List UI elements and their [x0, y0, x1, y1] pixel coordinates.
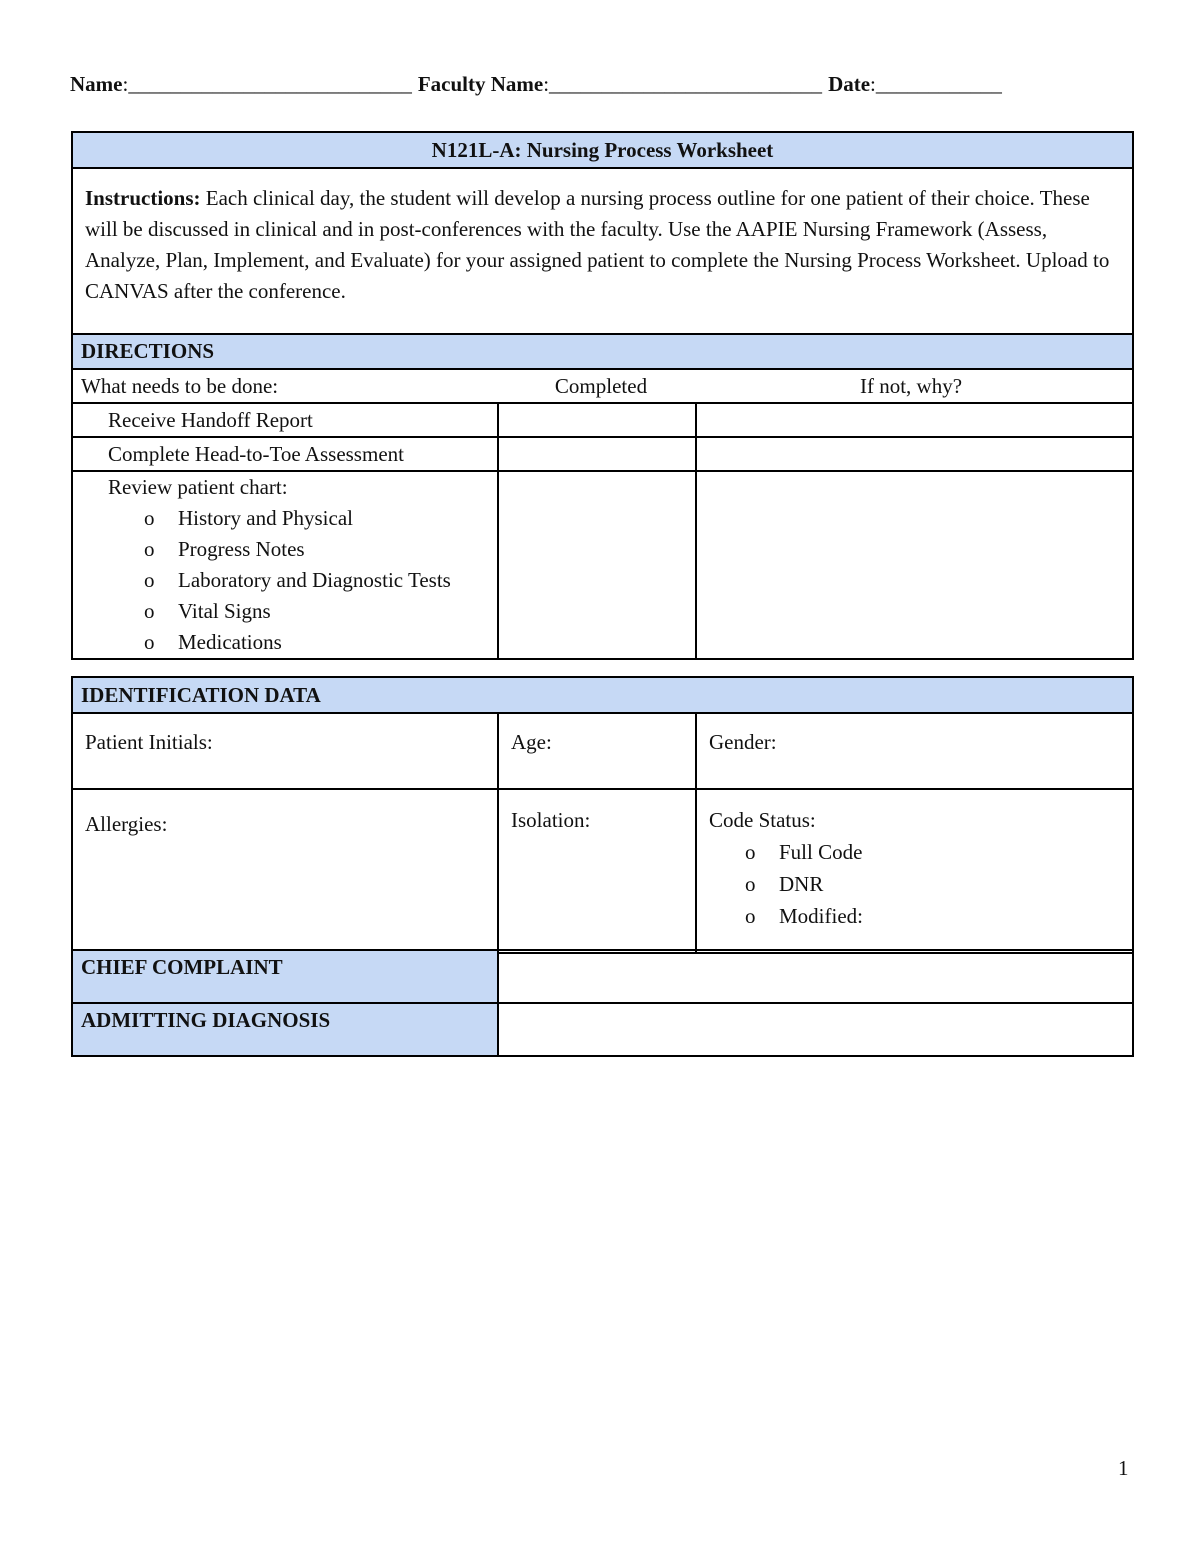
list-item: o History and Physical: [108, 503, 497, 534]
age-field[interactable]: [498, 713, 696, 789]
bullet-icon: o: [745, 872, 756, 896]
gender-field[interactable]: [696, 713, 1133, 789]
faculty-name-label: Faculty Name: [417, 72, 544, 96]
bullet-icon: o: [144, 568, 155, 592]
chart-review-list: [108, 503, 497, 658]
admitting-diagnosis-label: ADMITTING DIAGNOSIS: [72, 1003, 498, 1056]
admitting-diagnosis-field[interactable]: [498, 1003, 1133, 1056]
name-label: Name: [70, 72, 123, 96]
column-header-task: What needs to be done:: [81, 374, 279, 398]
review-chart-label: Review patient chart:: [108, 475, 288, 499]
identification-table: [71, 676, 1134, 954]
table-row: [72, 437, 1133, 471]
code-option-dnr[interactable]: o DNR: [709, 868, 1120, 900]
task-review-chart: [72, 471, 498, 659]
completed-cell-chart[interactable]: [498, 471, 696, 659]
directions-column-headers: [72, 369, 1133, 403]
bullet-icon: o: [144, 630, 155, 654]
gender-label: Gender:: [709, 730, 777, 754]
date-field[interactable]: :____________: [870, 72, 1002, 96]
directions-heading: DIRECTIONS: [72, 334, 1133, 369]
page-number: 1: [1118, 1456, 1129, 1480]
list-item: o Progress Notes: [108, 534, 497, 565]
patient-initials-field[interactable]: [72, 713, 498, 789]
identification-heading: IDENTIFICATION DATA: [72, 677, 1133, 713]
task-handoff-report: Receive Handoff Report: [72, 403, 498, 437]
code-status-label: Code Status:: [709, 808, 816, 832]
reason-cell-handoff[interactable]: [696, 403, 1133, 437]
reason-cell-chart[interactable]: [696, 471, 1133, 659]
chief-complaint-label: CHIEF COMPLAINT: [72, 950, 498, 1003]
complaint-table: [71, 949, 1134, 1057]
faculty-name-field[interactable]: :__________________________: [543, 72, 823, 96]
allergies-field[interactable]: [72, 789, 498, 953]
patient-initials-label: Patient Initials:: [85, 730, 213, 754]
bullet-icon: o: [745, 904, 756, 928]
table-row: [72, 471, 1133, 659]
column-header-completed: Completed: [554, 374, 648, 398]
bullet-icon: o: [144, 506, 155, 530]
code-option-full[interactable]: o Full Code: [709, 836, 1120, 868]
column-header-reason: If not, why?: [859, 374, 963, 398]
list-item: o Laboratory and Diagnostic Tests: [108, 565, 497, 596]
instructions-label: Instructions:: [85, 186, 201, 210]
age-label: Age:: [511, 730, 552, 754]
isolation-field[interactable]: [498, 789, 696, 953]
completed-cell-assessment[interactable]: [498, 437, 696, 471]
worksheet-table: [71, 131, 1134, 660]
bullet-icon: o: [144, 599, 155, 623]
table-row: [72, 403, 1133, 437]
isolation-label: Isolation:: [511, 808, 591, 832]
code-status-field[interactable]: [696, 789, 1133, 953]
code-option-modified[interactable]: o Modified:: [709, 900, 1120, 932]
instructions-text: Each clinical day, the student will develop a nursing process outline for one patient of their choice. These will be discussed in clinical and in post-conferences with the faculty. Use the AAPIE Nursing Framework (Assess, Analyze, Plan, Implement, and Evaluate) for your assigned patient to complete the Nursing Process Worksheet. Upload to CANVAS after the conference.: [85, 186, 1110, 303]
completed-cell-handoff[interactable]: [498, 403, 696, 437]
bullet-icon: o: [144, 537, 155, 561]
header-line: [70, 72, 1132, 102]
date-label: Date: [828, 72, 871, 96]
instructions: [72, 168, 1133, 334]
list-item: o Vital Signs: [108, 596, 497, 627]
chief-complaint-field[interactable]: [498, 950, 1133, 1003]
code-status-options: [709, 836, 1120, 932]
name-field[interactable]: :___________________________: [122, 72, 412, 96]
reason-cell-assessment[interactable]: [696, 437, 1133, 471]
bullet-icon: o: [745, 840, 756, 864]
list-item: o Medications: [108, 627, 497, 658]
allergies-label: Allergies:: [85, 812, 168, 836]
worksheet-title: N121L-A: Nursing Process Worksheet: [72, 132, 1133, 168]
task-head-to-toe: Complete Head-to-Toe Assessment: [72, 437, 498, 471]
